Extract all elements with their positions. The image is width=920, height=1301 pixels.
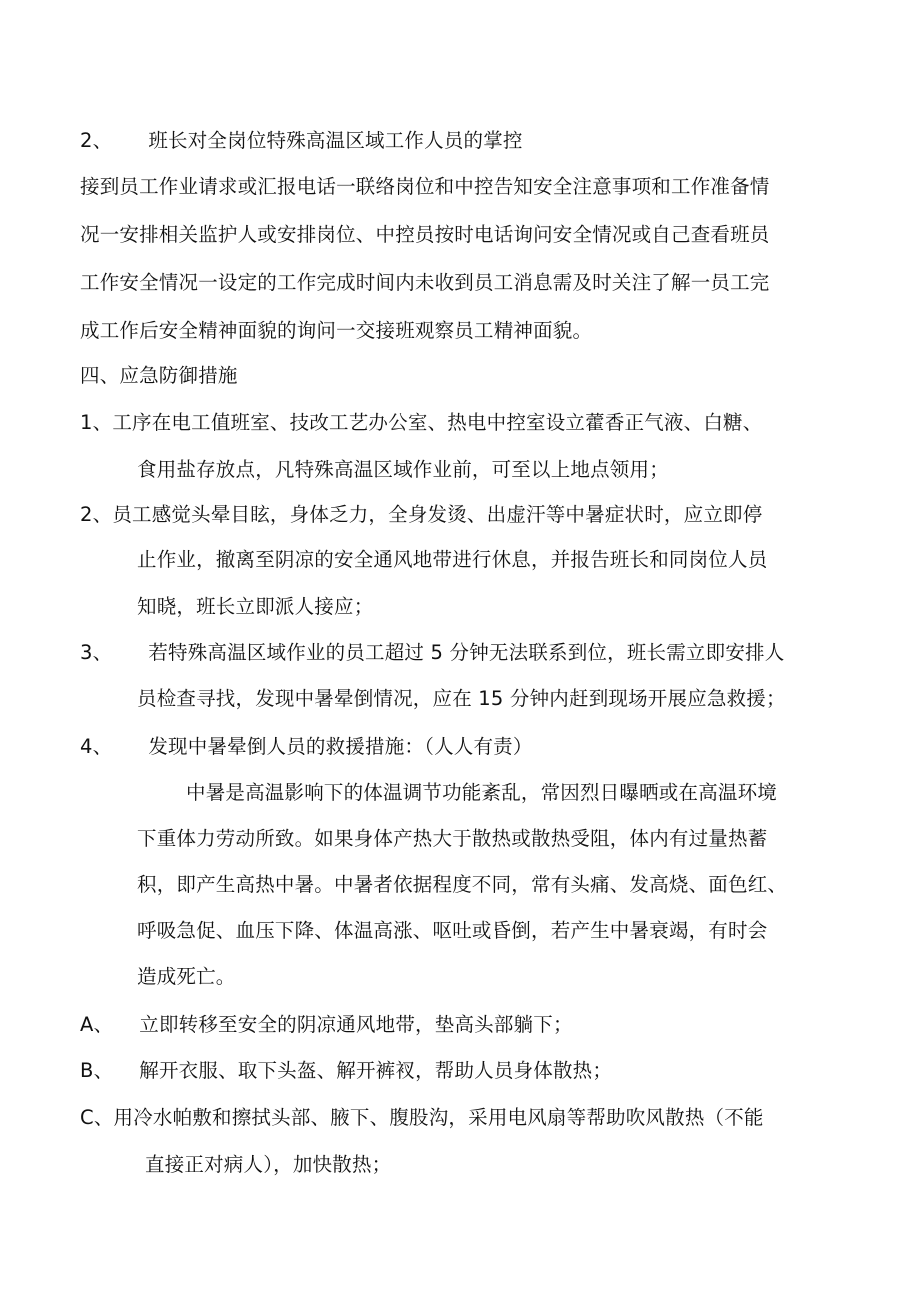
explanation-line: 积，即产生高热中暑。中暑者依据程度不同，常有头痛、发高烧、面色红、 xyxy=(137,873,788,896)
paragraph-line: 成工作后安全精神面貌的询问一交接班观察员工精神面貌。 xyxy=(80,319,593,342)
measure-text: 立即转移至安全的阴凉通风地带，垫高头部躺下； xyxy=(139,1013,573,1036)
list-item-continuation: 止作业，撤离至阴凉的安全通风地带进行休息，并报告班长和同岗位人员 xyxy=(137,548,768,571)
list-item-text: 若特殊高温区域作业的员工超过 5 分钟无法联系到位，班长需立即安排人 xyxy=(148,641,785,664)
section-heading: 四、应急防御措施 xyxy=(80,364,238,387)
measure-text: 用冷水帕敷和擦拭头部、腋下、腹股沟，采用电风扇等帮助吹风散热（不能 xyxy=(113,1106,764,1129)
list-item-number: 4、 xyxy=(80,735,113,758)
list-item-text: 发现中暑晕倒人员的救援措施：（人人有责） xyxy=(148,735,533,758)
measure-c xyxy=(80,1105,764,1131)
paragraph-line: 况一安排相关监护人或安排岗位、中控员按时电话询问安全情况或自己查看班员 xyxy=(80,223,770,246)
measure-a xyxy=(80,1012,573,1038)
measure-b xyxy=(80,1058,612,1084)
list-item-number: 1、 xyxy=(80,411,113,434)
list-item-4 xyxy=(80,734,533,760)
list-item-number: 2、 xyxy=(80,503,113,526)
list-item-1 xyxy=(80,410,762,436)
paragraph-line: 工作安全情况一设定的工作完成时间内未收到员工消息需及时关注了解一员工完 xyxy=(80,271,770,294)
list-item-3 xyxy=(80,640,784,666)
explanation-line: 呼吸急促、血压下降、体温高涨、呕吐或昏倒，若产生中暑衰竭，有时会 xyxy=(137,919,768,942)
section-2-title: 班长对全岗位特殊高温区域工作人员的掌控 xyxy=(148,129,523,152)
measure-continuation: 直接正对病人），加快散热； xyxy=(145,1153,392,1176)
list-item-continuation: 员检查寻找，发现中暑晕倒情况，应在 15 分钟内赶到现场开展应急救援； xyxy=(137,687,786,710)
section-2-heading xyxy=(80,128,523,154)
list-item-text: 工序在电工值班室、技改工艺办公室、热电中控室设立藿香正气液、白糖、 xyxy=(112,411,763,434)
explanation-line: 下重体力劳动所致。如果身体产热大于散热或散热受阻，体内有过量热蓄 xyxy=(137,827,768,850)
explanation-line: 造成死亡。 xyxy=(137,965,236,988)
measure-label: C、 xyxy=(80,1106,114,1129)
explanation-line: 中暑是高温影响下的体温调节功能紊乱，常因烈日曝晒或在高温环境 xyxy=(186,781,778,804)
measure-label: B、 xyxy=(80,1059,114,1082)
list-item-continuation: 知晓，班长立即派人接应； xyxy=(137,595,374,618)
list-item-continuation: 食用盐存放点，凡特殊高温区域作业前，可至以上地点领用； xyxy=(137,458,669,481)
measure-label: A、 xyxy=(80,1013,114,1036)
list-item-2 xyxy=(80,502,762,528)
paragraph-line: 接到员工作业请求或汇报电话一联络岗位和中控告知安全注意事项和工作准备情 xyxy=(80,175,770,198)
list-item-number: 3、 xyxy=(80,641,113,664)
measure-text: 解开衣服、取下头盔、解开裤衩，帮助人员身体散热； xyxy=(139,1059,613,1082)
section-2-number: 2、 xyxy=(80,129,113,152)
list-item-text: 员工感觉头晕目眩，身体乏力，全身发烫、出虚汗等中暑症状时，应立即停 xyxy=(112,503,763,526)
